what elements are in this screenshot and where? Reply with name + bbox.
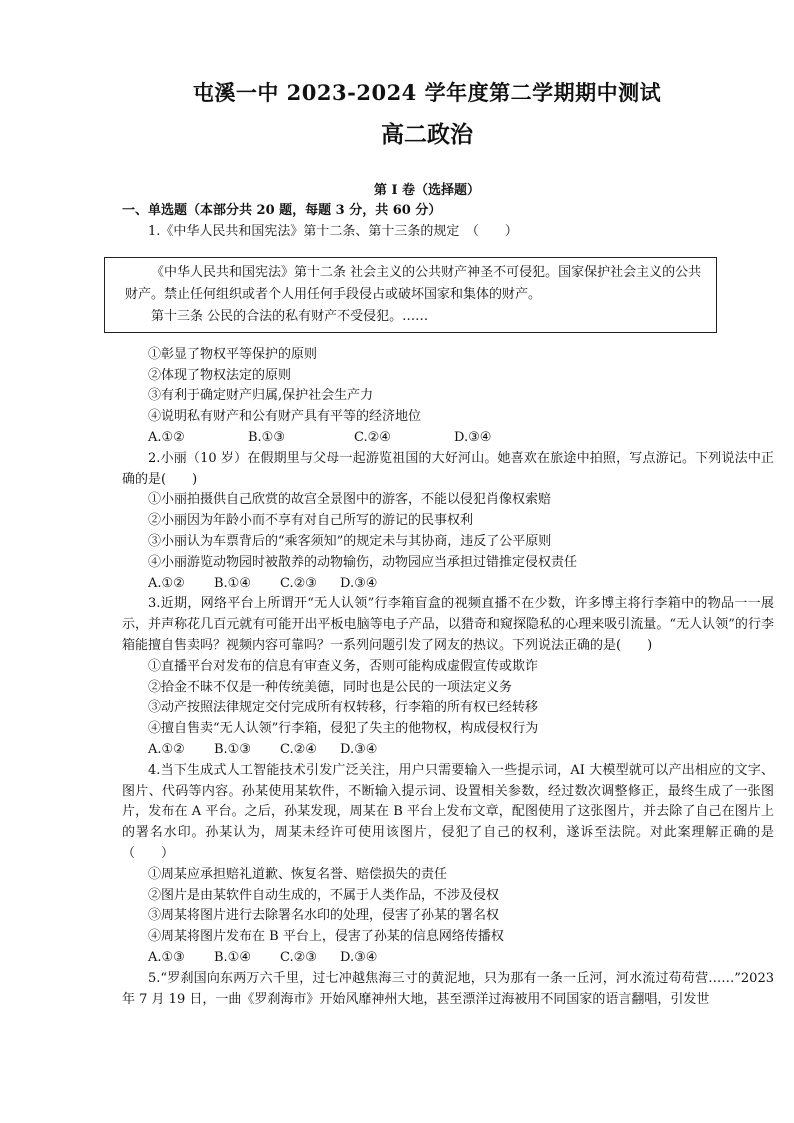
- q3-item-2: ②拾金不昧不仅是一种传统美德，同时也是公民的一项法定义务: [148, 679, 513, 695]
- q3-item-3: ③动产按照法律规定交付完成所有权转移，行李箱的所有权已经转移: [148, 700, 539, 716]
- q2-stem: 2.小丽（10 岁）在假期里与父母一起游览祖国的大好河山。她喜欢在旅途中拍照，写点游记。下列说法中正确的是( ): [122, 450, 774, 487]
- q2-item-1: ①小丽拍摄供自己欣赏的故宫全景图中的游客，不能以侵犯肖像权索赔: [148, 492, 552, 508]
- exam-title: 屯溪一中 2023-2024 学年度第二学期期中测试: [192, 80, 662, 105]
- q4-option-d[interactable]: D.③④: [340, 949, 378, 965]
- q4-item-2: ②图片是由某软件自动生成的，不属于人类作品，不涉及侵权: [148, 887, 500, 903]
- q3-option-c[interactable]: C.②④: [280, 741, 317, 757]
- q1-item-2: ②体现了物权法定的原则: [148, 367, 292, 383]
- q3-stem: 3.近期，网络平台上所谓开“无人认领”行李箱盲盒的视频直播不在少数，许多博主将行李箱中的物品一一展示，并声称花几百元就有可能开出平板电脑等电子产品，以猎奇和窥探隐私的心理来吸引流量。“无人认领”的行李箱能擅自售卖吗？视频内容可靠吗？一系列问题引发了网友的热议。下列说法正确的是( ): [122, 596, 774, 653]
- q1-options: [122, 428, 774, 449]
- q4-item-4: ④周某将图片发布在 B 平台上，侵害了孙某的信息网络传播权: [148, 929, 504, 945]
- q2-item-2: ②小丽因为年龄小而不享有对自己所写的游记的民事权利: [148, 513, 474, 529]
- q4-stem: 4.当下生成式人工智能技术引发广泛关注，用户只需要输入一些提示词，AI 大模型就可以产出相应的文字、图片、代码等内容。孙某使用某软件，不断输入提示词、设置相关参数，经过数次调整修正，最终生成了一张图片，发布在 A 平台。之后，孙某发现，周某在 B 平台上发布文章，配图使用了这张图片，并去除了自己在图片上的署名水印。孙某认为，周某未经许可使用该图片，侵犯了自己的权利，遂诉至法院。对此案理解正确的是（ ）: [122, 762, 774, 861]
- section-title: 第 I 卷（选择题）: [373, 183, 481, 198]
- q4-options: [122, 948, 774, 969]
- q2-item-4: ④小丽游览动物园时被散养的动物输伤，动物园应当承担过错推定侵权责任: [148, 554, 578, 570]
- q2-item-3: ③小丽认为车票背后的“乘客须知”的规定未与其协商，违反了公平原则: [148, 533, 552, 549]
- q1-item-1: ①彰显了物权平等保护的原则: [148, 346, 318, 362]
- quote-paragraph-2: 第十三条 公民的合法的私有财产不受侵犯。……: [151, 308, 429, 324]
- q2-option-c[interactable]: C.②③: [280, 575, 317, 591]
- q3-item-4: ④擅自售卖“无人认领”行李箱，侵犯了失主的他物权，构成侵权行为: [148, 721, 539, 737]
- q1-option-d[interactable]: D.③④: [454, 429, 492, 445]
- q1-stem: 1.《中华人民共和国宪法》第十二条、第十三条的规定 （ ）: [148, 224, 518, 239]
- q3-option-d[interactable]: D.③④: [340, 741, 378, 757]
- q4-option-b[interactable]: B.①④: [214, 949, 251, 965]
- q4-option-a[interactable]: A.①③: [148, 949, 185, 965]
- q3-option-b[interactable]: B.①③: [214, 741, 251, 757]
- quote-paragraph-1: 《中华人民共和国宪法》第十二条 社会主义的公共财产神圣不可侵犯。国家保护社会主义的公共财产。禁止任何组织或者个人用任何手段侵占或破坏国家和集体的财产。: [125, 264, 702, 302]
- q3-option-a[interactable]: A.①②: [148, 741, 185, 757]
- q3-options: [122, 740, 774, 761]
- part-title: 一、单选题（本部分共 20 题，每题 3 分，共 60 分）: [122, 203, 442, 218]
- q3-item-1: ①直播平台对发布的信息有审查义务，否则可能构成虚假宣传或欺诈: [148, 658, 539, 674]
- q1-item-3: ③有利于确定财产归属,保护社会生产力: [148, 388, 374, 404]
- q1-option-b[interactable]: B.①③: [248, 429, 285, 445]
- q2-option-a[interactable]: A.①②: [148, 575, 185, 591]
- q4-option-c[interactable]: C.②③: [280, 949, 317, 965]
- q5-stem: 5.“罗刹国向东两万六千里，过七冲越焦海三寸的黄泥地，只为那有一条一丘河，河水流过苟苟营……”2023 年 7 月 19 日，一曲《罗刹海市》开始风靡神州大地，甚至漂洋过海被用不同国家的语言翻唱，引发世: [122, 970, 774, 1007]
- q2-option-d[interactable]: D.③④: [340, 575, 378, 591]
- q4-item-1: ①周某应承担赔礼道歉、恢复名誉、赔偿损失的责任: [148, 866, 448, 882]
- constitution-quote-box: [104, 257, 717, 333]
- q2-option-b[interactable]: B.①④: [214, 575, 251, 591]
- q1-item-4: ④说明私有财产和公有财产具有平等的经济地位: [148, 409, 422, 425]
- q1-option-c[interactable]: C.②④: [354, 429, 391, 445]
- q4-item-3: ③周某将图片进行去除署名水印的处理，侵害了孙某的署名权: [148, 908, 500, 924]
- exam-subject: 高二政治: [381, 121, 473, 148]
- q2-options: [122, 574, 774, 595]
- q1-option-a[interactable]: A.①②: [148, 429, 185, 445]
- questions-body: [122, 222, 774, 1010]
